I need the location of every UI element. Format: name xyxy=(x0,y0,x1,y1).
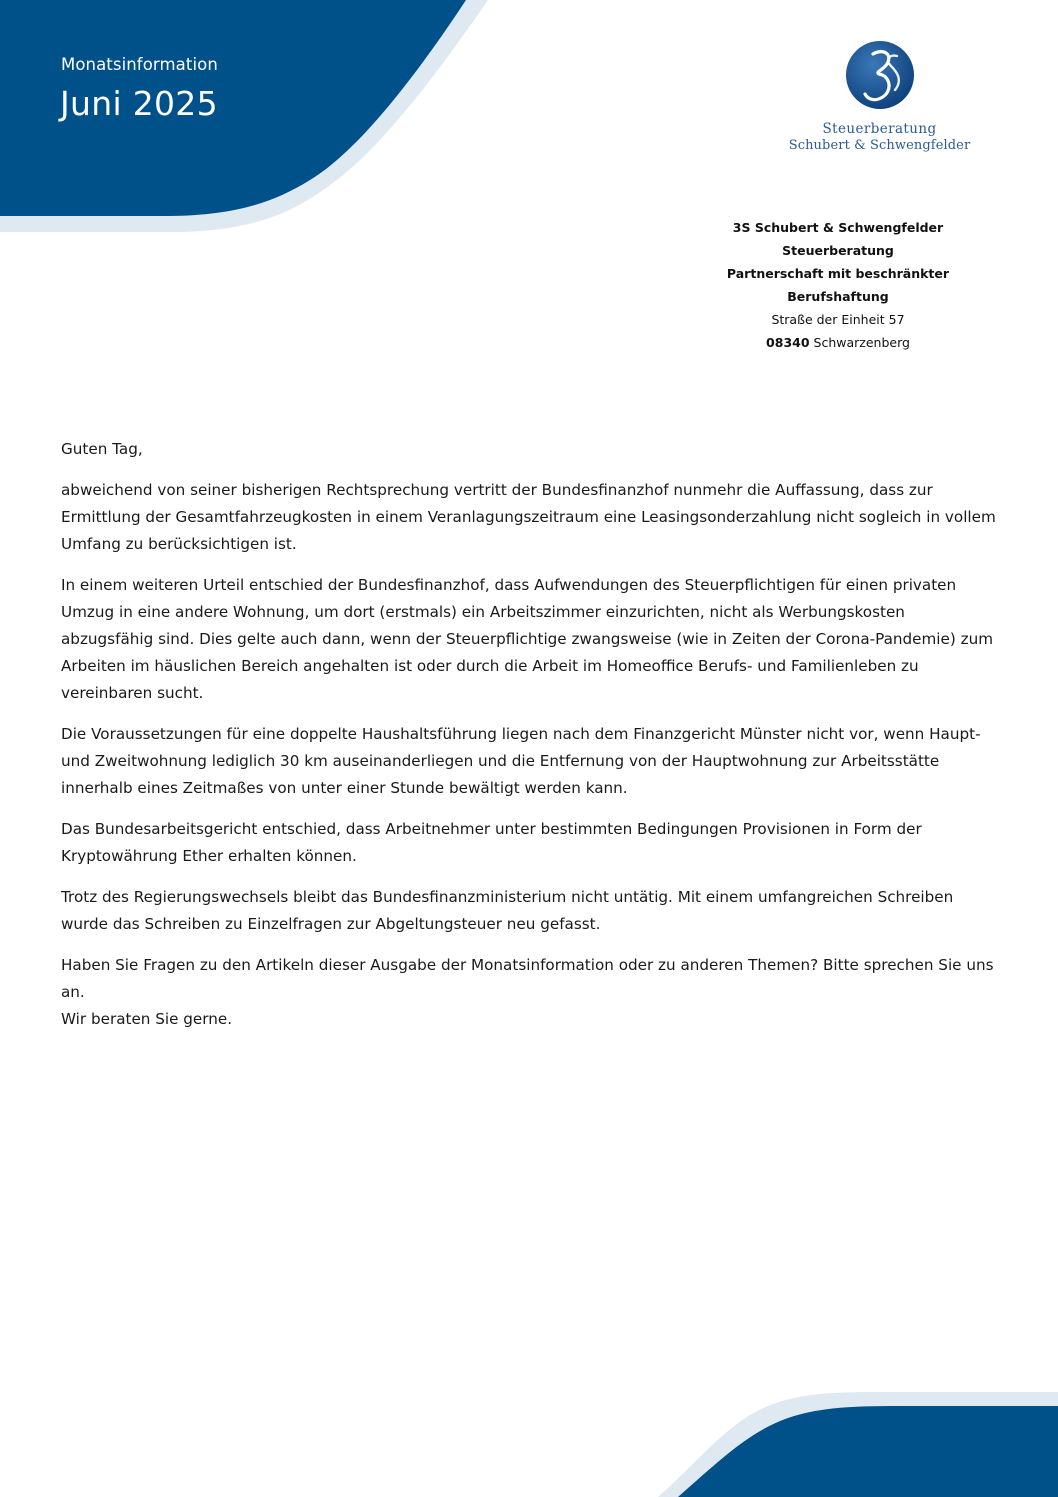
letter-closing-question: Haben Sie Fragen zu den Artikeln dieser Ausgabe der Monatsinformation oder zu anderen Themen? Bitte sprechen Sie uns an. xyxy=(61,956,994,1001)
letter-paragraph: Trotz des Regierungswechsels bleibt das Bundesfinanzministerium nicht untätig. Mit einem umfangreichen Schreiben wurde das Schreiben zu Einzelfragen zur Abgeltungsteuer neu gefasst. xyxy=(61,888,954,933)
letter-paragraph: In einem weiteren Urteil entschied der Bundesfinanzhof, dass Aufwendungen des Steuerpflichtigen für einen privaten Umzug in eine andere Wohnung, um dort (erstmals) ein Arbeitszimmer einzurichten, nicht als Werbungskosten abzugsfähig sind. Dies gelte auch dann, wenn der Steuerpflichtige zwangsweise (wie in Zeiten der Corona-Pandemie) zum Arbeiten im häuslichen Bereich angehalten ist oder durch die Arbeit im Homeoffice Berufs- und Familienleben zu vereinbaren sucht. xyxy=(61,576,994,702)
address-block xyxy=(678,216,998,354)
address-zip: 08340 xyxy=(766,335,810,350)
address-company-name: 3S Schubert & Schwengfelder xyxy=(732,220,944,235)
letter-paragraph: abweichend von seiner bisherigen Rechtsprechung vertritt der Bundesfinanzhof nunmehr die Auffassung, dass zur Ermittlung der Gesamtfahrzeugkosten in einem Veranlagungszeitraum eine Leasingsonderzahlung nicht sogleich in vollem Umfang zu berücksichtigen ist. xyxy=(61,481,996,553)
letter-paragraph: Die Voraussetzungen für eine doppelte Haushaltsführung liegen nach dem Finanzgericht Münster nicht vor, wenn Haupt- und Zweitwohnung lediglich 30 km auseinanderliegen und die Entfernung von der Hauptwohnung zur Arbeitsstätte innerhalb eines Zeitmaßes von unter einer Stunde bewältigt werden kann. xyxy=(61,725,981,797)
letter-paragraph: Das Bundesarbeitsgericht entschied, dass Arbeitnehmer unter bestimmten Bedingungen Provisionen in Form der Kryptowährung Ether erhalten können. xyxy=(61,820,922,865)
header-subtitle: Monatsinformation xyxy=(61,55,218,74)
footer-wave-shape xyxy=(658,1392,1058,1497)
address-city-line xyxy=(678,331,998,354)
letter-greeting: Guten Tag, xyxy=(61,440,143,458)
company-logo xyxy=(772,38,987,158)
svg-text:3S: 3S xyxy=(845,40,847,41)
address-legal-form: Partnerschaft mit beschränkter Berufshaftung xyxy=(726,266,950,304)
letter-body xyxy=(61,436,1001,1033)
header-title: Juni 2025 xyxy=(60,84,218,123)
logo-text-line1: Steuerberatung xyxy=(822,121,937,137)
logo-text-line2: Schubert & Schwengfelder xyxy=(788,138,971,153)
letter-closing-line: Wir beraten Sie gerne. xyxy=(61,1010,233,1028)
logo-emblem-icon xyxy=(845,40,915,110)
address-city: Schwarzenberg xyxy=(809,335,910,350)
address-street: Straße der Einheit 57 xyxy=(771,312,905,327)
address-company-type: Steuerberatung xyxy=(782,243,894,258)
